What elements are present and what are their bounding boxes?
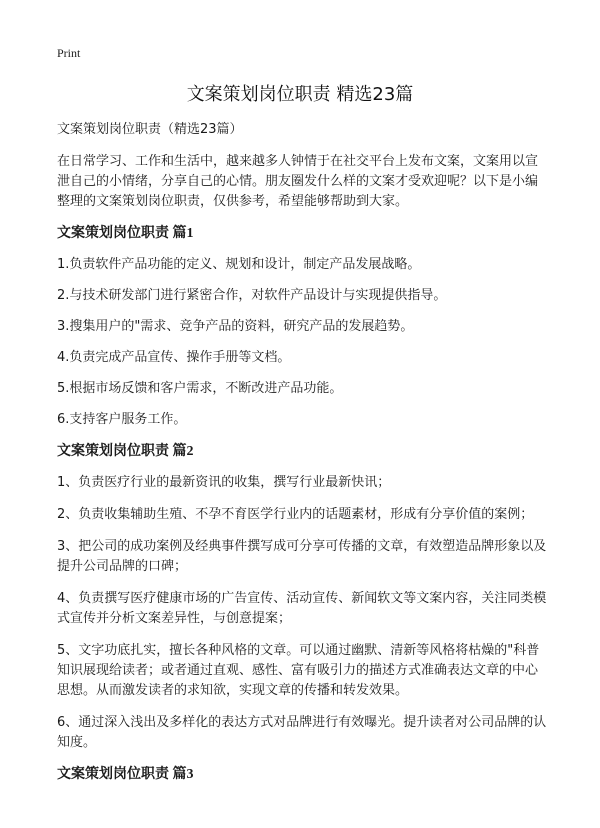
section-heading-2: 文案策划岗位职责 篇2: [57, 444, 194, 459]
list-item: 5、文字功底扎实，擅长各种风格的文章。可以通过幽默、清新等风格将枯燥的"科普知识展现给读者；或者通过直观、感性、富有吸引力的描述方式准确表达文章的中心思想。从而激发读者的求知欲，实现文章的传播和转发效果。: [57, 643, 540, 698]
list-item: 1、负责医疗行业的最新资讯的收集，撰写行业最新快讯；: [57, 475, 391, 490]
list-item: 2.与技术研发部门进行紧密合作，对软件产品设计与实现提供指导。: [57, 288, 447, 303]
section-heading-3: 文案策划岗位职责 篇3: [57, 767, 194, 782]
list-item: 2、负责收集辅助生殖、不孕不育医学行业内的话题素材，形成有分享价值的案例；: [57, 507, 534, 522]
list-item: 5.根据市场反馈和客户需求，不断改进产品功能。: [57, 381, 343, 396]
list-item: 1.负责软件产品功能的定义、规划和设计，制定产品发展战略。: [57, 257, 421, 272]
list-item: 6、通过深入浅出及多样化的表达方式对品牌进行有效曝光。提升读者对公司品牌的认知度。: [57, 715, 547, 750]
section-heading-1: 文案策划岗位职责 篇1: [57, 226, 194, 241]
intro-paragraph: 在日常学习、工作和生活中，越来越多人钟情于在社交平台上发布文案，文案用以宣泄自己的小情绪，分享自己的心情。朋友圈发什么样的文案才受欢迎呢？以下是小编整理的文案策划岗位职责，仅供参考，希望能够帮助到大家。: [57, 154, 539, 209]
print-label[interactable]: Print: [57, 46, 81, 60]
list-item: 4、负责撰写医疗健康市场的广告宣传、活动宣传、新闻软文等文案内容，关注同类模式宣传并分析文案差异性，与创意提案；: [57, 591, 547, 626]
list-item: 3、把公司的成功案例及经典事件撰写成可分享可传播的文章，有效塑造品牌形象以及提升公司品牌的口碑；: [57, 539, 547, 574]
list-item: 3.搜集用户的"需求、竞争产品的资料，研究产品的发展趋势。: [57, 319, 414, 334]
list-item: 4.负责完成产品宣传、操作手册等文档。: [57, 350, 291, 365]
document-subtitle: 文案策划岗位职责（精选23篇）: [57, 122, 243, 137]
document-body: [57, 120, 547, 796]
page-title: 文案策划岗位职责 精选23篇: [186, 84, 414, 105]
list-item: 6.支持客户服务工作。: [57, 412, 187, 427]
